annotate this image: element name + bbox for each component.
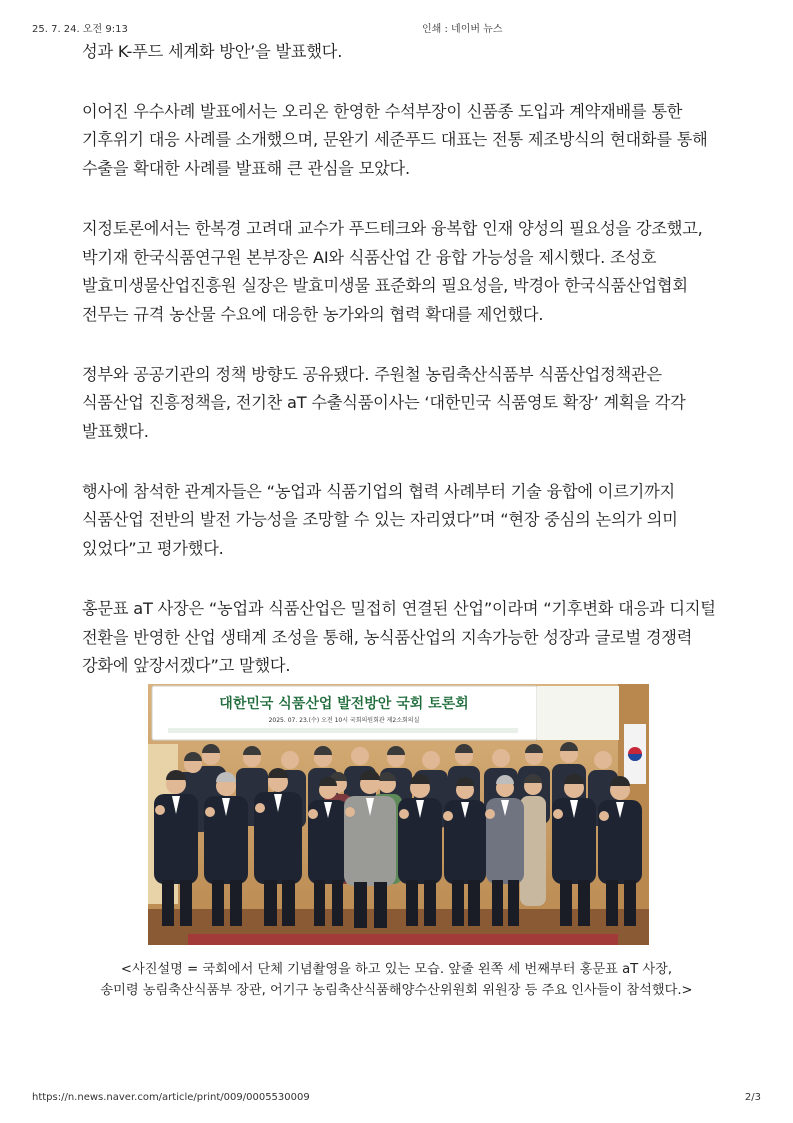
print-url: https://n.news.naver.com/article/print/009/0005530009 bbox=[32, 1092, 310, 1103]
print-title: 인쇄 : 네이버 뉴스 bbox=[422, 24, 503, 35]
article-paragraph: 정부와 공공기관의 정책 방향도 공유됐다. 주원철 농림축산식품부 식품산업정책관은 식품산업 진흥정책을, 전기찬 aT 수출식품이사는 ‘대한민국 식품영토 확장’ 계획을 각각 발표했다. bbox=[82, 364, 686, 442]
banner-date: 2025. 07. 23.(수) 오전 10시 국회의원회관 제2소회의실 bbox=[268, 717, 420, 724]
article-paragraph: 이어진 우수사례 발표에서는 오리온 한영한 수석부장이 신품종 도입과 계약재배를 통한 기후위기 대응 사례를 소개했으며, 문완기 세준푸드 대표는 전통 제조방식의 현대화를 통해 수출을 확대한 사례를 발표해 큰 관심을 모았다. bbox=[82, 101, 708, 179]
print-datetime: 25. 7. 24. 오전 9:13 bbox=[32, 24, 128, 35]
article-paragraph: 성과 K-푸드 세계화 방안’을 발표했다. bbox=[82, 42, 343, 61]
article-body bbox=[82, 38, 718, 712]
article-paragraph: 홍문표 aT 사장은 “농업과 식품산업은 밀접히 연결된 산업”이라며 “기후변화 대응과 디지털 전환을 반영한 산업 생태계 조성을 통해, 농식품산업의 지속가능한 성장과 글로벌 경쟁력 강화에 앞장서겠다”고 말했다. bbox=[82, 598, 716, 676]
article-paragraph: 행사에 참석한 관계자들은 “농업과 식품기업의 협력 사례부터 기술 융합에 이르기까지 식품산업 전반의 발전 가능성을 조망할 수 있는 자리였다”며 “현장 중심의 논의가 의미 있었다”고 평가했다. bbox=[82, 481, 678, 559]
photo-caption: <사진설명 = 국회에서 단체 기념촬영을 하고 있는 모습. 앞줄 왼쪽 세 번째부터 홍문표 aT 사장, 송미령 농림축산식품부 장관, 어기구 농림축산식품해양수산위원회 위원장 등 주요 인사들이 참석했다.> bbox=[100, 962, 693, 998]
group-photo-illustration bbox=[148, 684, 649, 945]
page-number: 2/3 bbox=[744, 1092, 761, 1103]
article-photo bbox=[148, 684, 649, 945]
banner-title: 대한민국 식품산업 발전방안 국회 토론회 bbox=[219, 696, 469, 712]
article-paragraph: 지정토론에서는 한복경 고려대 교수가 푸드테크와 융복합 인재 양성의 필요성을 강조했고, 박기재 한국식품연구원 본부장은 AI와 식품산업 간 융합 가능성을 제시했다. 조성호 발효미생물산업진흥원 실장은 발효미생물 표준화의 필요성을, 박경아 한국식품산업협회 전무는 규격 농산물 수요에 대응한 농가와의 협력 확대를 제언했다. bbox=[82, 218, 703, 324]
